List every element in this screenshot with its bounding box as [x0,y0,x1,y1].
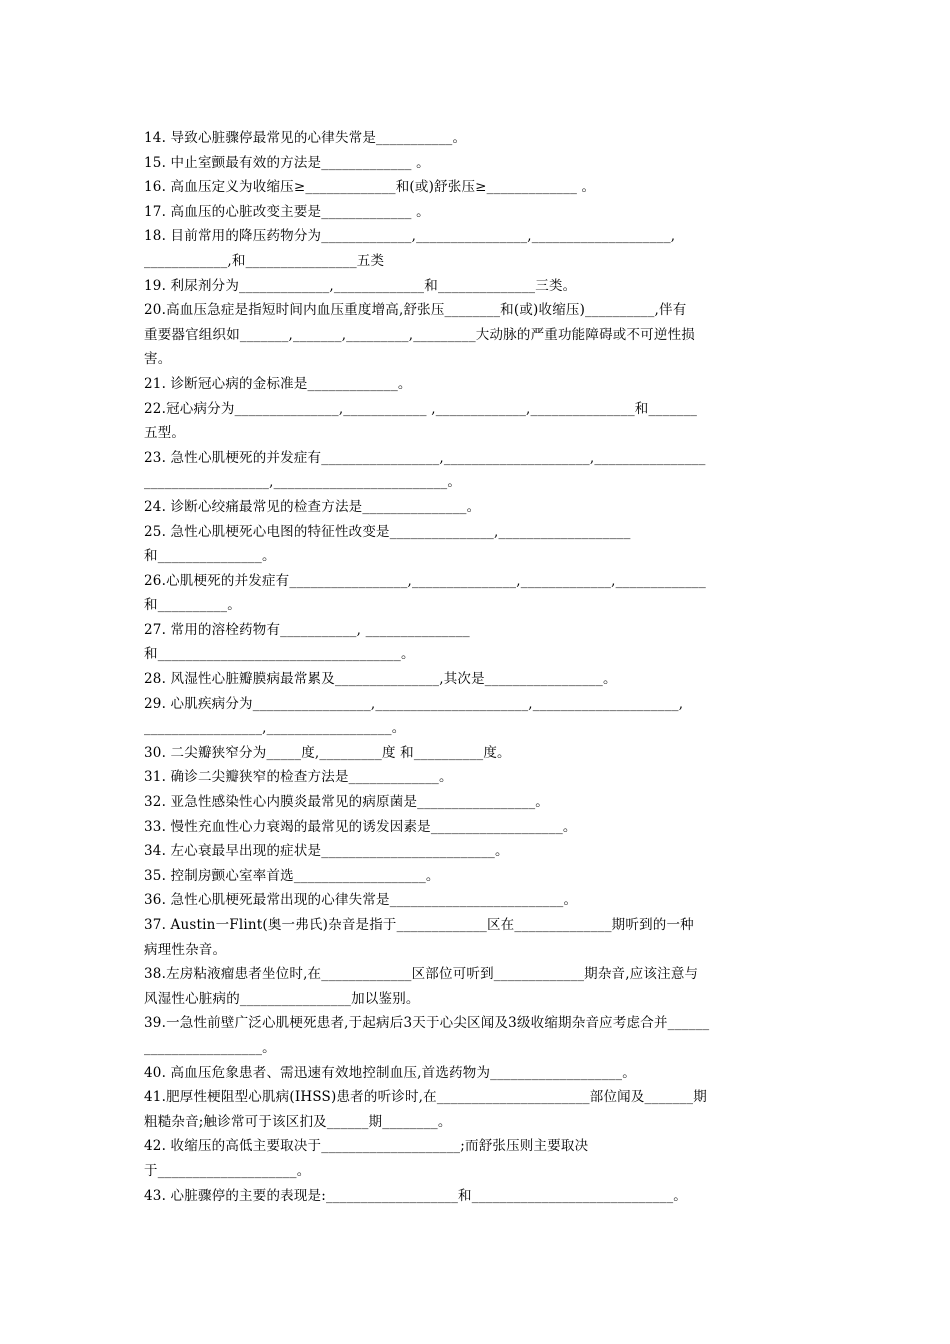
text-line: 27. 常用的溶栓药物有___________, _______________ [144,621,470,638]
text-line: 33. 慢性充血性心力衰竭的最常见的诱发因素是___________________。 [144,818,577,835]
text-line: 于____________________。 [144,1162,311,1179]
text-line: 39.一急性前壁广泛心肌梗死患者,于起病后3天于心尖区闻及3级收缩期杂音应考虑合并______ [144,1015,710,1032]
text-line: 30. 二尖瓣狭窄分为_____度,_________度 和__________度。 [144,744,511,761]
text-line: 五型。 [144,425,186,442]
text-line: 24. 诊断心绞痛最常见的检查方法是_______________。 [144,498,481,515]
text-line: 19. 利尿剂分为_____________,_____________和______________三类。 [144,277,577,294]
text-line: 害。 [144,351,172,368]
text-line: 风湿性心脏病的________________加以鉴别。 [144,990,420,1007]
text-line: _________________。 [144,1039,276,1056]
text-line: 18. 目前常用的降压药物分为_____________,________________,____________________, [144,228,676,245]
text-line: 35. 控制房颤心室率首选___________________。 [144,867,440,884]
text-line: 42. 收缩压的高低主要取决于____________________;而舒张压则主要取决 [144,1138,589,1155]
text-line: 病理性杂音。 [144,941,227,958]
text-line: 40. 高血压危象患者、需迅速有效地控制血压,首选药物为___________________。 [144,1064,636,1081]
document-page [144,126,814,1208]
text-line: 37. Austin一Flint(奥一弗氏)杂音是指于_____________区在______________期听到的一种 [144,917,694,933]
text-line: 23. 急性心肌梗死的并发症有_________________,_____________________,________________ [144,449,706,466]
text-line: 22.冠心病分为_______________,____________ ,_____________,_______________和_______ [144,400,698,417]
text-line: 14. 导致心脏骤停最常见的心律失常是___________。 [144,130,467,146]
text-line: ____________,和________________五类 [144,252,385,269]
text-line: 31. 确诊二尖瓣狭窄的检查方法是_____________。 [144,769,453,786]
text-line: 20.高血压急症是指短时间内血压重度增高,舒张压________和(或)收缩压)__________,伴有 [144,302,687,319]
text-line: 和__________。 [144,597,241,614]
text-line: 36. 急性心肌梗死最常出现的心律失常是_________________________。 [144,892,578,909]
text-line: 和_______________。 [144,548,276,565]
text-line: 重要器官组织如_______,_______,_________,_________大动脉的严重功能障碍或不可逆性损 [144,326,695,343]
text-line: 34. 左心衰最早出现的症状是_________________________。 [144,843,509,860]
text-line: 15. 中止室颤最有效的方法是_____________ 。 [144,154,430,171]
text-line: __________________,_________________________。 [144,474,462,491]
text-line: 21. 诊断冠心病的金标准是_____________。 [144,375,412,392]
text-line: 41.肥厚性梗阻型心肌病(IHSS)患者的听诊时,在______________________部位闻及_______期 [144,1089,707,1106]
text-line: 28. 风湿性心脏瓣膜病最常累及_______________,其次是_________________。 [144,671,617,688]
text-line: 粗糙杂音;触诊常可于该区扪及______期________。 [144,1113,452,1130]
text-line: 43. 心脏骤停的主要的表现是:___________________和_____________________________。 [144,1187,688,1204]
text-line: 25. 急性心肌梗死心电图的特征性改变是_______________,___________________ [144,523,631,540]
text-line: 16. 高血压定义为收缩压≥_____________和(或)舒张压≥_____________ 。 [144,179,596,196]
text-line: 29. 心肌疾病分为_________________,______________________,_____________________, [144,695,684,712]
text-line: _________________,__________________。 [144,720,406,737]
text-line: 32. 亚急性感染性心内膜炎最常见的病原菌是_________________。 [144,794,550,811]
text-line: 和___________________________________。 [144,646,415,663]
text-line: 38.左房粘液瘤患者坐位时,在_____________区部位可听到_____________期杂音,应该注意与 [144,966,699,983]
text-line: 26.心肌梗死的并发症有_________________,_______________,_____________,_____________ [144,572,706,589]
text-line: 17. 高血压的心脏改变主要是_____________ 。 [144,203,430,220]
